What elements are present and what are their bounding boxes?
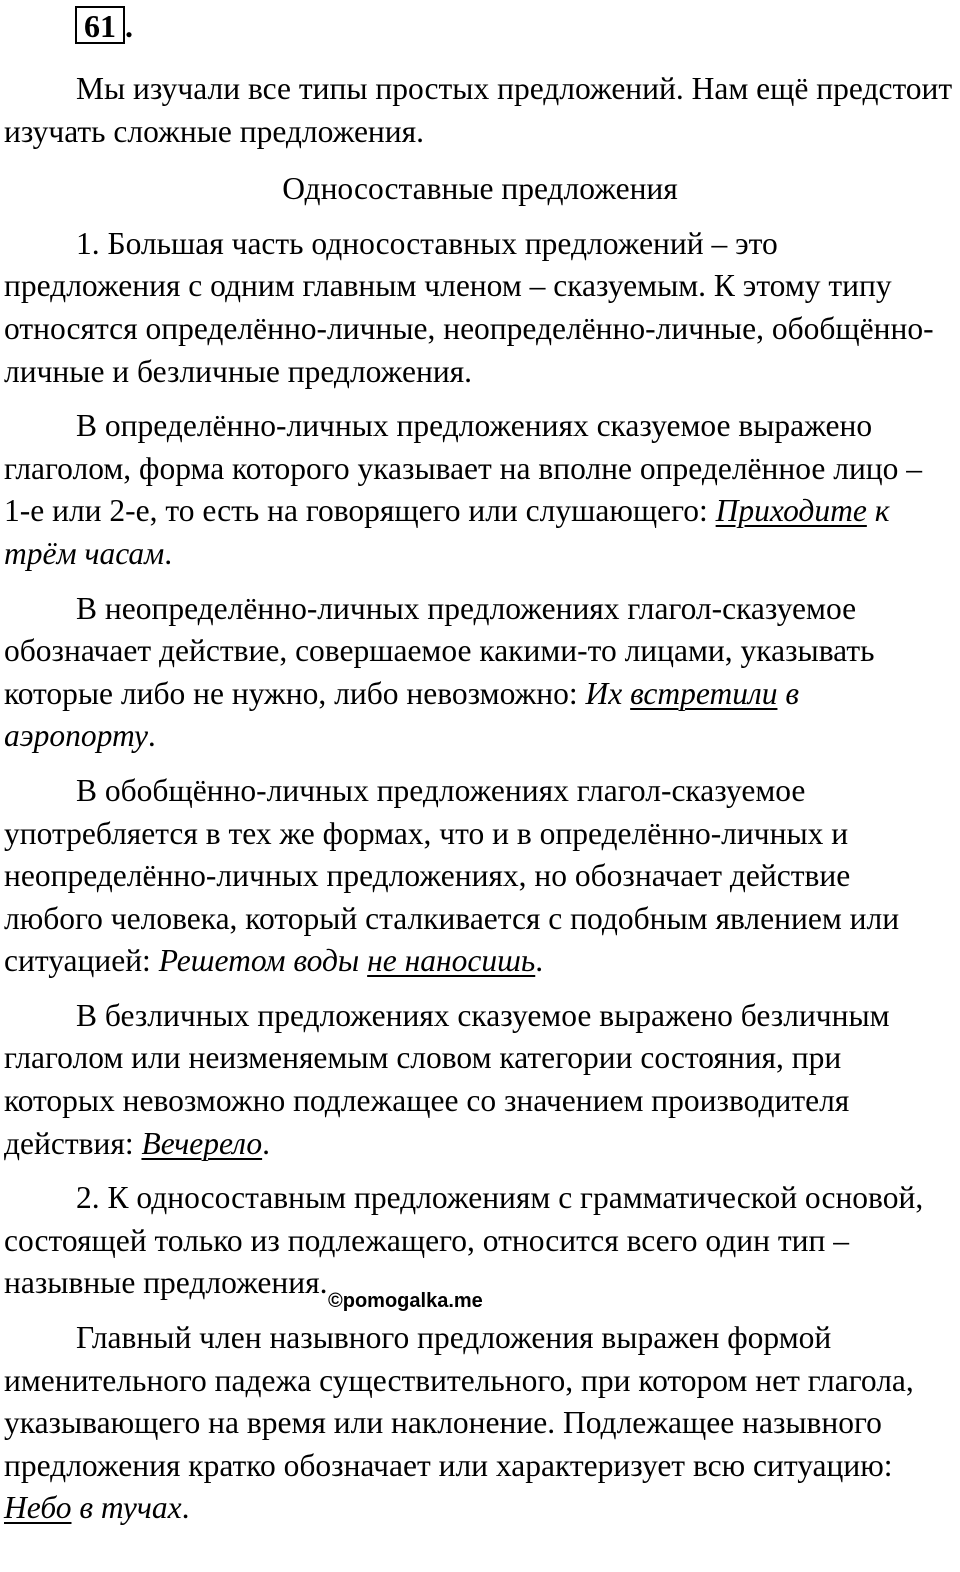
- paragraph-indefinite-personal: [4, 588, 956, 758]
- example-text: Решетом воды: [158, 943, 368, 979]
- example-text: в аэропорту: [4, 675, 800, 754]
- paragraph-definite-personal: [4, 405, 956, 575]
- paragraph-one-member: 1. Большая часть односоставных предложений – это предложения с одним главным членом – сказуемым. К этому типу относятся определённо-личные, неопределённо-личные, обобщённо-личные и безличные предложения.: [4, 225, 934, 389]
- example-end: .: [262, 1125, 270, 1161]
- paragraph-nominative: [4, 1317, 956, 1530]
- example-text: к трём часам: [4, 493, 890, 571]
- watermark: ©pomogalka.me: [328, 1290, 483, 1312]
- example-text: в тучах: [71, 1490, 182, 1526]
- exercise-number-box: [75, 6, 125, 44]
- example-predicate: не наносишь: [367, 943, 536, 979]
- example-end: .: [164, 535, 173, 571]
- paragraph-text: В обобщённо-личных предложениях глагол-сказуемое употребляется в тех же формах, что и в определённо-личных и неопределённо-личных предложениях, но обозначает действие любого человека, который сталкивается с подобным явлением или ситуацией:: [4, 772, 900, 979]
- paragraph-text: В определённо-личных предложениях сказуемое выражено глаголом, форма которого указывает на вполне определённое лицо – 1-е или 2-е, то есть на говорящего или слушающего:: [4, 408, 923, 529]
- section-heading: Односоставные предложения: [282, 171, 678, 207]
- example-end: .: [147, 718, 156, 754]
- paragraph-text: В безличных предложениях сказуемое выражено безличным глаголом или неизменяемым словом категории состояния, при которых невозможно подлежащее со значением производителя действия:: [4, 997, 890, 1161]
- example-predicate: Вечерело: [141, 1125, 263, 1161]
- example-subject: Небо: [4, 1490, 72, 1526]
- example-end: .: [181, 1490, 190, 1526]
- paragraph-subject-only: 2. К односоставным предложениям с грамматической основой, состоящей только из подлежащего, относится всего один тип – назывные предложения.: [4, 1180, 924, 1301]
- example-end: .: [535, 943, 544, 979]
- exercise-number: [75, 6, 133, 42]
- paragraph-text: В неопределённо-личных предложениях глагол-сказуемое обозначает действие, совершаемое какими-то лицами, указывать которые либо не нужно, либо невозможно:: [4, 590, 875, 711]
- paragraph-generalized-personal: [4, 770, 956, 983]
- paragraph-text: Главный член назывного предложения выражен формой именительного падежа существительного, при котором нет глагола, указывающего на время или наклонение. Подлежащее назывного предложения кратко обозначает или характеризует всю ситуацию:: [4, 1320, 914, 1483]
- intro-paragraph: Мы изучали все типы простых предложений. Нам ещё предстоит изучать сложные предложения.: [4, 71, 953, 149]
- example-predicate: Приходите: [715, 493, 867, 529]
- exercise-number-value: 61: [84, 8, 116, 44]
- example-text: Их: [585, 675, 631, 711]
- example-predicate: встретили: [630, 675, 778, 711]
- paragraph-impersonal: [4, 995, 956, 1165]
- exercise-number-suffix: .: [125, 8, 133, 44]
